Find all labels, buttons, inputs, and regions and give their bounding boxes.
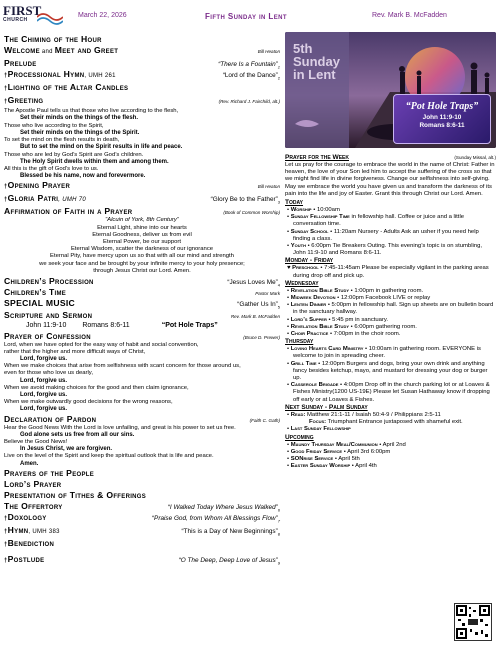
sermon-series-graphic: [285, 32, 496, 148]
next-sunday-read: • Read: Matthew 21:1-11 / Isaiah 50:4-9 / Philippians 2:5-11: [287, 411, 441, 418]
chiming-heading: The Chiming of the Hour: [4, 34, 102, 44]
hymn-row: †Hymn, UMH 383 “This is a Day of New $Beginnings”_8$: [4, 525, 280, 537]
order-of-worship: [4, 34, 280, 567]
greeting-heading: Greeting: [7, 95, 44, 106]
upcoming-list: [285, 442, 435, 471]
childrens-time-leader: Pastor Mark: [255, 291, 280, 297]
scripture-leader: Rev. Mark B. McFadden: [230, 313, 280, 319]
pardon-line: Live on the level of the Spirit and keep the spiritual outlook that is life and peace.: [4, 453, 214, 460]
greeting-line: To set the mind on the flesh results in death,: [4, 137, 120, 144]
wednesday-item: • Lord’s Supper • 5:45 pm in sanctuary.: [287, 316, 389, 323]
affirmation-row: [4, 206, 280, 217]
graphic-sermon-title: “Pot Hole Traps”: [405, 101, 479, 112]
prelude-row: Prelude “There Is a $Fountain”_1$: [4, 58, 280, 70]
pardon-line: Amen.: [20, 460, 39, 467]
upcoming-heading: Upcoming: [285, 433, 314, 441]
qr-code[interactable]: [454, 603, 492, 641]
offertory-title: “I Walked Today Where Jesus Walked”: [167, 503, 278, 511]
church-logo: [3, 3, 42, 29]
thursday-item: • Loving Hearts Card Ministry • 10:00am in gathering room. EVERYONE is welcome to join in spreading cheer.: [287, 346, 481, 360]
confession-heading: Prayer of Confession: [4, 330, 91, 341]
benediction-heading: Benediction: [7, 538, 55, 549]
scripture-refs-row: [4, 321, 280, 331]
confession-line: When we avoid making choices for the good and then claim ignorance,: [4, 384, 189, 391]
upcoming-item: • Maundy Thursday Meal/Communion • April 2nd: [287, 441, 406, 448]
prayer-week-text: Let us pray for the courage to embrace the world in the name of Christ: Father in heaven, the love of your Son led him to accept the suffering of the cross so that we might find life in divine forgiveness. Change our selfishness into self-giving. May we embrace the world you have given us and transform the darkness of its pain into the life and joy of Easter. Grant this through Christ our Lord. Amen.: [285, 162, 495, 197]
wednesday-item: • Lenten Dinner • 5:00pm in fellowship hall. Sign up sheets are on bulletin board in the sanctuary hallway.: [287, 302, 494, 316]
today-item: • Sunday School • 11:20am Nursery - Adults Ask an usher if you need help finding a class.: [287, 228, 479, 242]
welcome-heading: Welcome: [4, 45, 40, 55]
confession-line: Lord, forgive us.: [20, 391, 68, 398]
scripture-ref-2: Romans 8:6-11: [82, 321, 130, 329]
pardon-line: Believe the Good News!: [4, 438, 68, 445]
lords-prayer-heading: Lord’s Prayer: [4, 478, 62, 489]
lighting-row: †Lighting of the Altar Candles: [4, 82, 129, 93]
pardon-heading: Declaration of Pardon: [4, 413, 97, 424]
next-sunday-focus: Focus: Triumphant Entrance juxtaposed with shameful exit.: [309, 419, 463, 426]
postlude-title: “O The Deep, Deep Love of Jesus”: [178, 557, 278, 565]
childrens-procession-title: “Jesus Loves Me”: [227, 278, 278, 286]
monday-item: ♥ Preschool • 7:45-11:45am Please be especially vigilant in the parking areas during drop off and pick up.: [287, 265, 489, 279]
greeting-line: Those who live according to the Spirit,: [4, 122, 104, 129]
offertory-row: The Offertory “I Walked Today Where Jesus $Walked”_6$: [4, 500, 280, 513]
gloria-heading: Gloria Patri: [7, 193, 59, 204]
pardon-line: Hear the Good News With the Lord is love unfailing, and great is his power to set us free.: [4, 424, 236, 431]
wednesday-item: • Revelation Bible Study • 1:00pm in gathering room.: [287, 287, 424, 294]
sermon-title: “Pot Hole Traps”: [161, 321, 218, 329]
qr-code-icon: [455, 604, 491, 640]
confession-line: When we make choices that arise from selfishness with scant concern for those around us,: [4, 363, 241, 370]
confession-source: (Bruce D. Prewer): [243, 334, 280, 340]
greeting-text: [4, 108, 280, 180]
thursday-item: • Grill Time • 12:00pm Burgers and dogs, bring your own drink and anything fancy besides ketchup, mayo, and mustard for dressing your dog or burger up.: [287, 360, 488, 382]
wednesday-item: • Revelation Bible Study • 6:00pm gathering room.: [287, 323, 417, 330]
wednesday-list: [285, 288, 496, 338]
childrens-procession-heading: Children’s Procession: [4, 275, 94, 286]
confession-line: Lord, forgive us.: [20, 355, 68, 362]
logo-church: CHURCH: [3, 17, 28, 23]
bulletin-date: March 22, 2026: [78, 12, 127, 19]
prelude-title: “There Is a Fountain”: [218, 61, 278, 68]
confession-line: rather that the higher and more difficult ways of Christ,: [4, 348, 146, 355]
monday-heading: Monday - Friday: [285, 257, 334, 265]
welcome-leader: Bill Heaton: [257, 49, 280, 54]
pardon-source: (Faith C. Gath): [249, 417, 280, 423]
lighting-heading: Lighting of the Altar Candles: [7, 82, 129, 93]
opening-prayer-heading: Opening Prayer: [7, 180, 71, 191]
upcoming-item: • SONrise Service • April 5th: [287, 455, 360, 462]
graphic-refs: John 11:9-10 Romans 8:6-11: [419, 114, 465, 129]
greeting-line: Set their minds on the things of the Spirit.: [20, 129, 140, 136]
thursday-heading: Thursday: [285, 338, 314, 346]
affirmation-line: Eternal Pity, have mercy upon us so that with all our mind and strength: [50, 253, 234, 260]
confession-line: even for those who love us dearly,: [4, 370, 93, 377]
gloria-title: “Glory Be to the Father”: [210, 196, 278, 204]
confession-line: Lord, forgive us.: [20, 406, 68, 413]
confession-line: Lord, forgive us.: [20, 377, 68, 384]
greeting-line: Set their minds on the things of the flesh.: [20, 115, 139, 122]
wednesday-heading: Wednesday: [285, 279, 319, 287]
opening-prayer-row: †Opening Prayer Bill Heaton: [4, 180, 280, 191]
hymn-heading: Hymn: [7, 525, 29, 536]
doxology-title: “Praise God, from Whom All Blessings Flow”: [151, 515, 278, 523]
postlude-heading: Postlude: [7, 554, 45, 565]
scripture-row: [4, 310, 280, 321]
offertory-heading: The Offertory: [4, 500, 63, 511]
affirmation-heading: Affirmation of Faith in a Prayer: [4, 206, 133, 217]
special-music-heading: SPECIAL MUSIC: [4, 298, 76, 309]
childrens-procession-row: Children’s Procession “Jesus Loves $Me”_4$: [4, 275, 280, 288]
thursday-list: [285, 346, 496, 404]
greeting-line: All this is the gift of God’s love to us.: [4, 165, 99, 172]
prayer-week-source: (Sunday Missal, alt.): [454, 155, 496, 160]
greeting-line: Those who are led by God’s Spirit are God’s children.: [4, 151, 144, 158]
today-list: [285, 207, 496, 257]
gloria-row: †Gloria Patri, UMH 70 “Glory Be to the $Father”_3$: [4, 193, 280, 205]
affirmation-line: Eternal Goodness, deliver us from evil: [92, 231, 192, 238]
doxology-heading: Doxology: [7, 512, 47, 523]
processional-title: “Lord of the Dance”: [222, 72, 278, 80]
wednesday-item: • Midweek Devotion • 12:00pm Facebook LIVE or replay: [287, 295, 431, 302]
wednesday-item: • Choir Practice • 7:00pm in the choir room.: [287, 331, 401, 338]
upcoming-item: • Easter Sunday Worship • April 4th: [287, 463, 377, 470]
childrens-time-heading: Children’s Time: [4, 287, 67, 298]
affirmation-source: (Book of Common Worship): [223, 210, 280, 216]
today-item: • Youth • 6:00pm Tie Breakers Outing. This evening’s topic is on stumbling, John 11:9-10 and Romans 8:6-11.: [287, 243, 483, 257]
confession-line: Lord, when we have opted for the easy way of habit and social convention,: [4, 341, 199, 348]
pardon-line: In Jesus Christ, we are forgiven.: [20, 446, 113, 453]
today-item: • Worship • 10:00am: [287, 207, 340, 214]
welcome-row: Welcome and Meet and Greet Bill Heaton: [4, 45, 280, 55]
affirmation-line: Eternal Wisdom, scatter the darkness of our ignorance: [70, 246, 214, 253]
pardon-text: [4, 425, 280, 468]
affirmation-line: Eternal Light, shine into our hearts: [97, 224, 187, 231]
greeting-source: (Rev. Richard J. Fairchild, alt.): [218, 99, 280, 105]
bulletin-pastor: Rev. Mark B. McFadden: [372, 12, 447, 19]
sermon-title-card: [393, 94, 491, 144]
doxology-row: †Doxology “Praise God, from Whom All Blessings $Flow”_7$: [4, 512, 280, 524]
greeting-line: But to set the mind on the Spirit results in life and peace.: [20, 144, 183, 151]
last-fellowship: • Last Sunday Fellowship: [287, 426, 351, 433]
confession-line: When we make outwardly good decisions for the wrong reasons,: [4, 399, 173, 406]
logo-first: FIRST: [3, 3, 42, 18]
prayers-heading: Prayers of the People: [4, 467, 95, 478]
benediction-row: †Benediction: [4, 538, 55, 549]
today-heading: Today: [285, 199, 304, 207]
prayer-week-heading: Prayer for the Week: [285, 154, 349, 161]
greeting-line: The Holy Spirit dwells within them and among them.: [20, 158, 169, 165]
childrens-time-row: [4, 287, 280, 298]
greeting-row: †Greeting (Rev. Richard J. Fairchild, alt.): [4, 95, 280, 106]
monday-list: [285, 265, 496, 279]
scripture-heading: Scripture and Sermon: [4, 309, 93, 320]
confession-row: [4, 331, 280, 342]
hymn-title: “This is a Day of New Beginnings”: [181, 528, 278, 536]
special-music-title: “Gather Us In”: [237, 301, 278, 309]
bulletin-title: Fifth Sunday in Lent: [205, 12, 287, 21]
next-sunday-heading: Next Sunday - Palm Sunday: [285, 403, 368, 411]
prayer-week-row: [285, 154, 496, 162]
opening-prayer-leader: Bill Heaton: [257, 184, 280, 190]
announcements-column: [285, 32, 496, 470]
scripture-ref-1: John 11:9-10: [26, 321, 67, 329]
affirmation-line: “Alcuin of York, 8th Century”: [105, 217, 179, 224]
confession-text: [4, 342, 280, 414]
presentation-heading: Presentation of Tithes & Offerings: [4, 489, 147, 500]
affirmation-line: Eternal Power, be our support: [103, 238, 181, 245]
processional-heading: Processional Hymn: [7, 69, 85, 80]
greeting-line: Blessed be his name, now and forevermore.: [20, 173, 146, 180]
thursday-item: • Casserole Brigade • 4:00pm Drop off in the church parking lot or at Loaves & Fishes Ministry(1200 US-19E) Please let Susan Hathaway know if dropping off early or at Loaves & Fishes.: [287, 382, 490, 403]
processional-row: †Processional Hymn, UMH 261 “Lord of the $Dance”_2$: [4, 69, 280, 81]
postlude-row: †Postlude “O The Deep, Deep Love of $Jesus”_9$: [4, 554, 280, 566]
today-item: • Sunday Fellowship Time in fellowship hall. Coffee or juice and a little conversation time.: [287, 214, 465, 228]
special-music-row: SPECIAL MUSIC “Gather Us $In”_5$: [4, 298, 280, 310]
affirmation-line: through Jesus Christ our Lord. Amen.: [93, 267, 191, 274]
series-title-graphic: 5th Sunday in Lent: [293, 41, 340, 82]
affirmation-line: we seek your face and be brought by your infinite mercy to your holy presence;: [39, 260, 245, 267]
upcoming-item: • Good Friday Service • April 3rd 6:00pm: [287, 448, 391, 455]
prelude-heading: Prelude: [4, 58, 37, 68]
greeting-line: The Apostle Paul tells us that those who live according to the flesh,: [4, 108, 179, 115]
affirmation-text: [4, 217, 280, 275]
pardon-row: [4, 414, 280, 425]
pardon-line: God alone sets us free from all our sins.: [20, 431, 135, 438]
logo-wave-icon: [37, 8, 63, 26]
